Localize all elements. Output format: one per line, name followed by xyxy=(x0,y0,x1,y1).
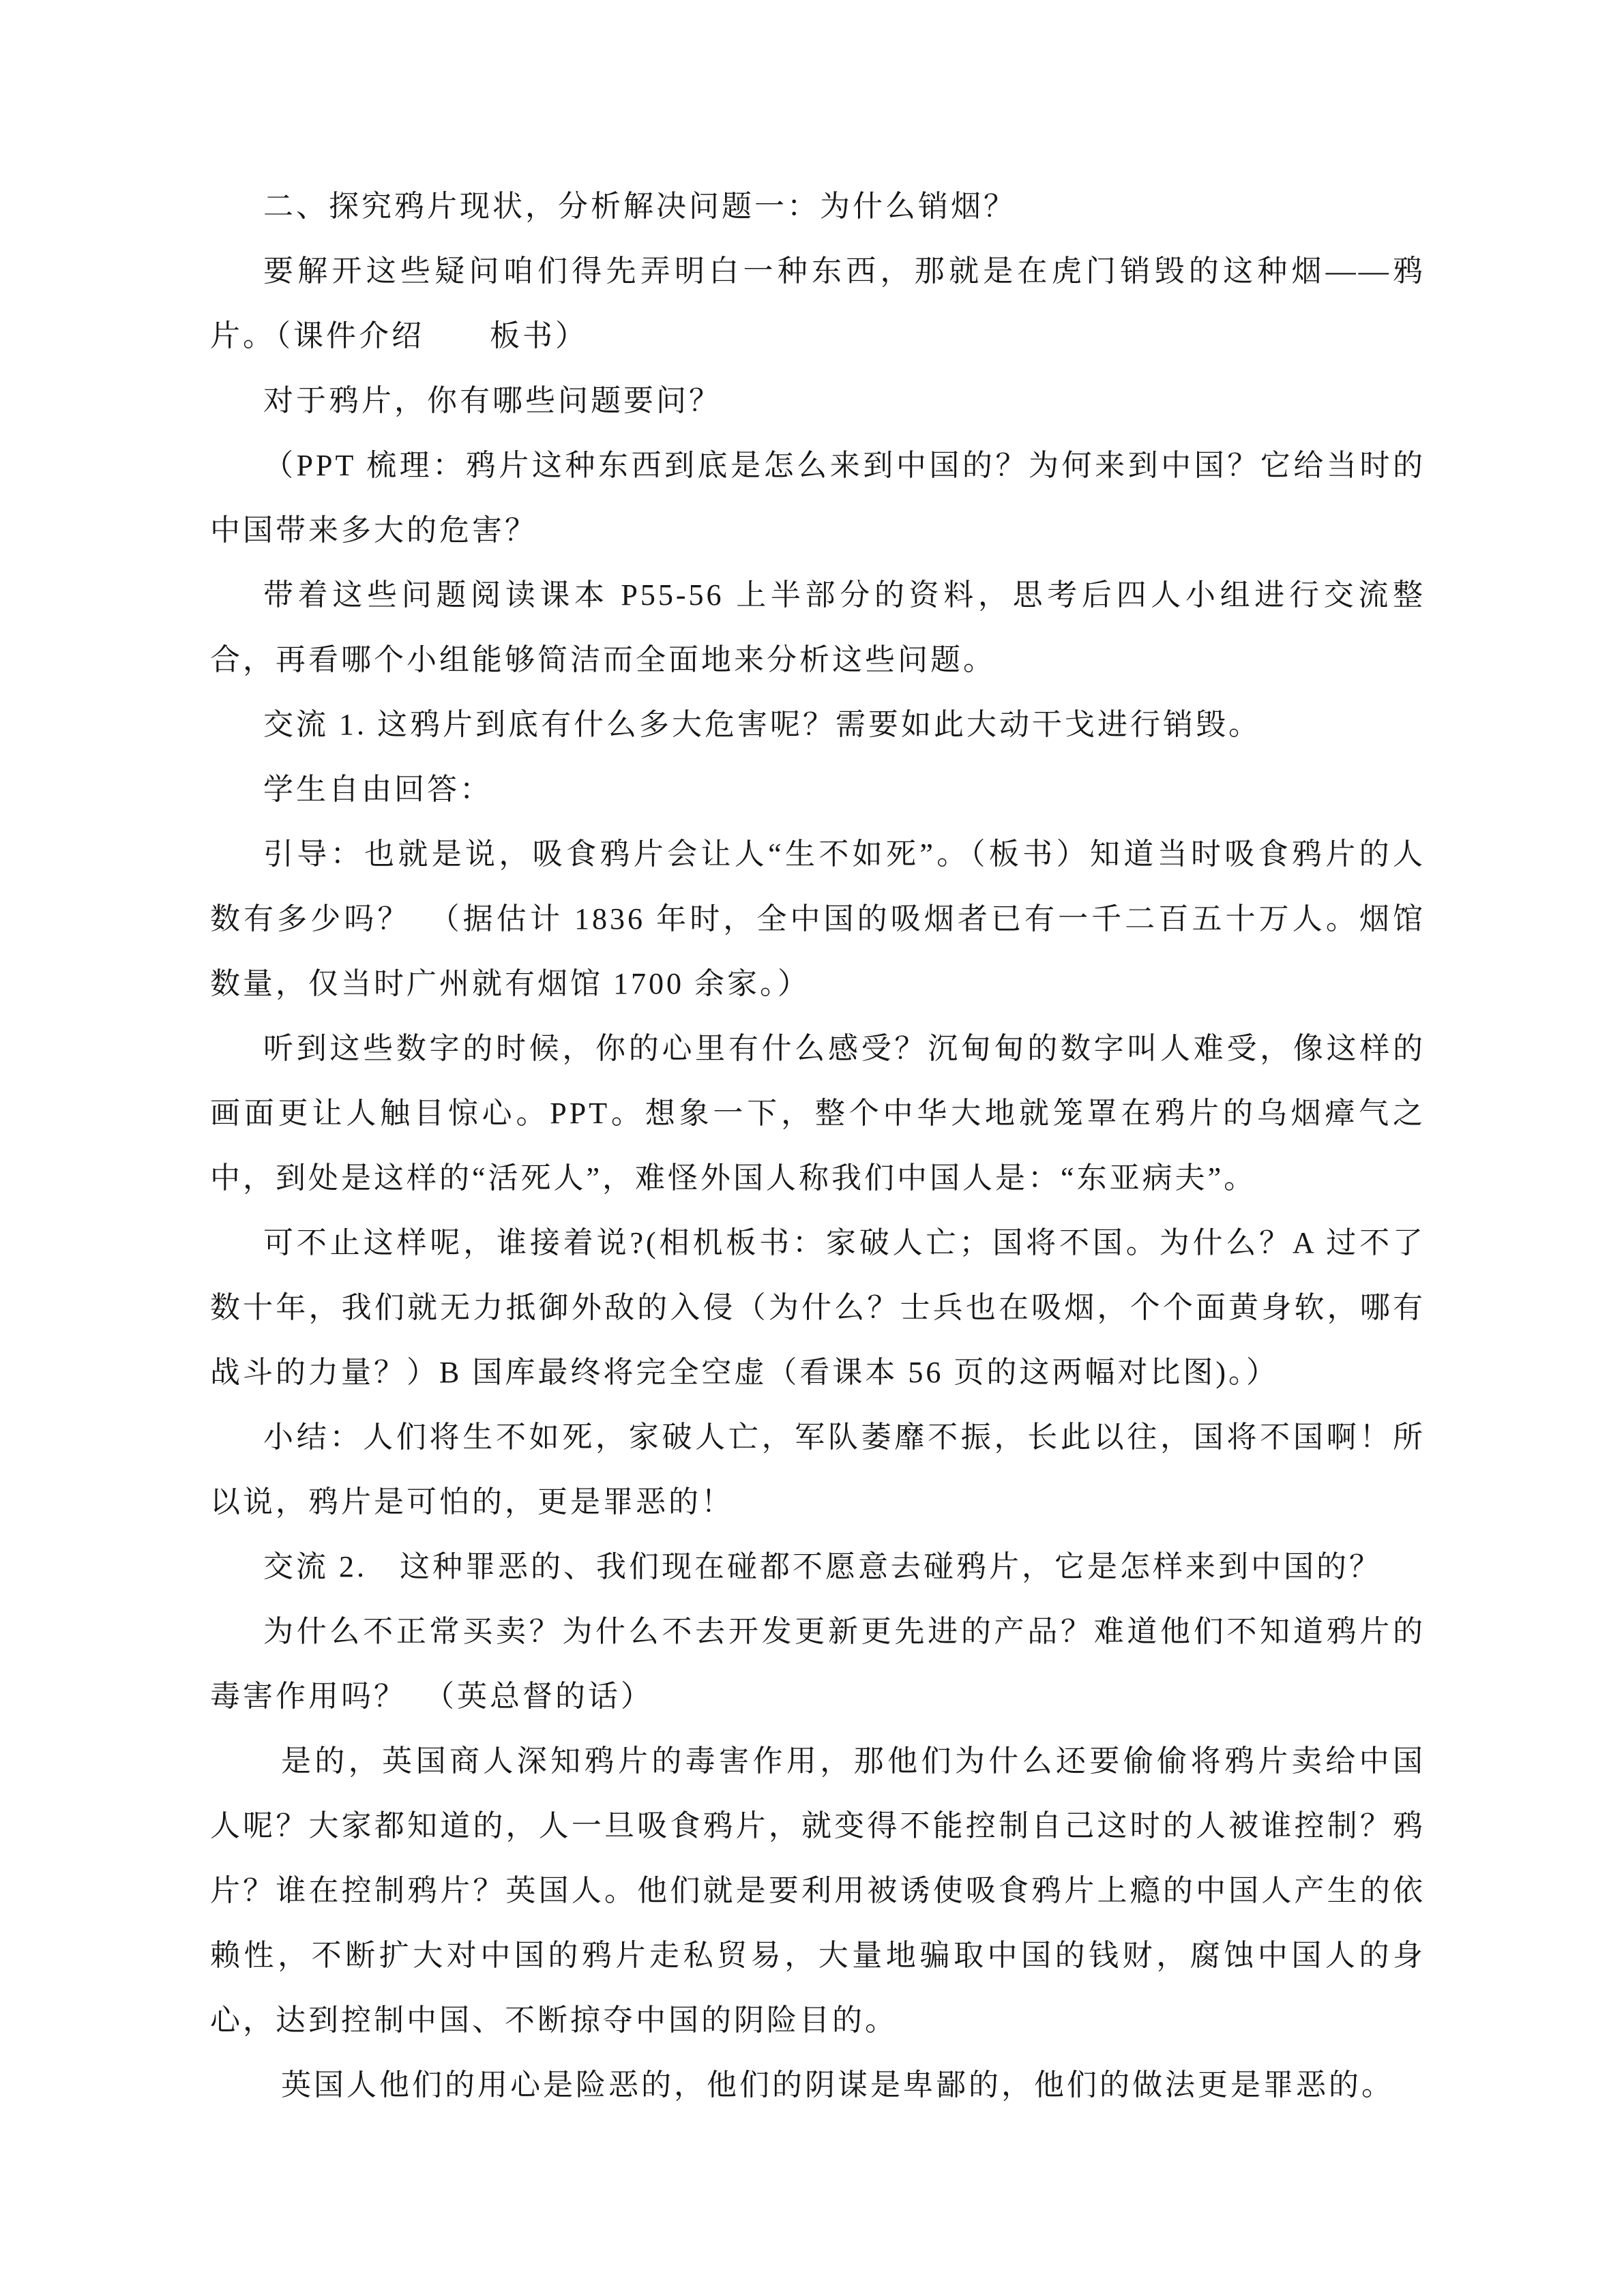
paragraph: 为什么不正常买卖？为什么不去开发更新更先进的产品？难道他们不知道鸦片的毒害作用吗？ （英总督的话） xyxy=(210,1615,1426,1713)
paragraph: 英国人他们的用心是险恶的，他们的阴谋是卑鄙的，他们的做法更是罪恶的。 xyxy=(281,2068,1394,2102)
paragraph: 二、探究鸦片现状，分析解决问题一：为什么销烟？ xyxy=(263,190,1016,223)
paragraph: 要解开这些疑问咱们得先弄明白一种东西，那就是在虎门销毁的这种烟——鸦片。（课件介绍 板书） xyxy=(210,254,1426,353)
paragraph: 带着这些问题阅读课本 P55-56 上半部分的资料，思考后四人小组进行交流整合，再看哪个小组能够简洁而全面地来分析这些问题。 xyxy=(210,578,1426,676)
paragraph: 交流 2. 这种罪恶的、我们现在碰都不愿意去碰鸦片，它是怎样来到中国的？ xyxy=(263,1550,1382,1583)
paragraph: 引导：也就是说，吸食鸦片会让人“生不如死”。（板书）知道当时吸食鸦片的人数有多少吗？ （据估计 1836 年时，全中国的吸烟者已有一千二百五十万人。烟馆数量，仅当时广州就有烟馆 1700 余家。） xyxy=(210,837,1426,1000)
paragraph: 学生自由回答： xyxy=(263,773,492,806)
paragraph: 是的，英国商人深知鸦片的毒害作用，那他们为什么还要偷偷将鸦片卖给中国人呢？大家都知道的，人一旦吸食鸦片，就变得不能控制自己这时的人被谁控制？鸦片？谁在控制鸦片？英国人。他们就是要利用被诱使吸食鸦片上瘾的中国人产生的依赖性，不断扩大对中国的鸦片走私贸易，大量地骗取中国的钱财，腐蚀中国人的身心，达到控制中国、不断掠夺中国的阴险目的。 xyxy=(210,1744,1426,2037)
paragraph: 交流 1. 这鸦片到底有什么多大危害呢？需要如此大动干戈进行销毁。 xyxy=(263,708,1261,741)
paragraph: 对于鸦片，你有哪些问题要问？ xyxy=(263,384,722,417)
paragraph: 听到这些数字的时候，你的心里有什么感受？沉甸甸的数字叫人难受，像这样的画面更让人触目惊心。PPT。想象一下，整个中华大地就笼罩在鸦片的乌烟瘴气之中，到处是这样的“活死人”，难怪外国人称我们中国人是：“东亚病夫”。 xyxy=(210,1032,1426,1195)
document-page xyxy=(210,174,1426,2117)
paragraph: 小结：人们将生不如死，家破人亡，军队萎靡不振，长此以往，国将不国啊！所以说，鸦片是可怕的，更是罪恶的！ xyxy=(210,1420,1426,1519)
paragraph: （PPT 梳理：鸦片这种东西到底是怎么来到中国的？为何来到中国？它给当时的中国带来多大的危害？ xyxy=(210,449,1426,547)
paragraph: 可不止这样呢，谁接着说?(相机板书：家破人亡；国将不国。为什么？A 过不了数十年，我们就无力抵御外敌的入侵（为什么？士兵也在吸烟，个个面黄身软，哪有战斗的力量？）B 国库最终将完全空虚（看课本 56 页的这两幅对比图)。） xyxy=(210,1226,1426,1389)
